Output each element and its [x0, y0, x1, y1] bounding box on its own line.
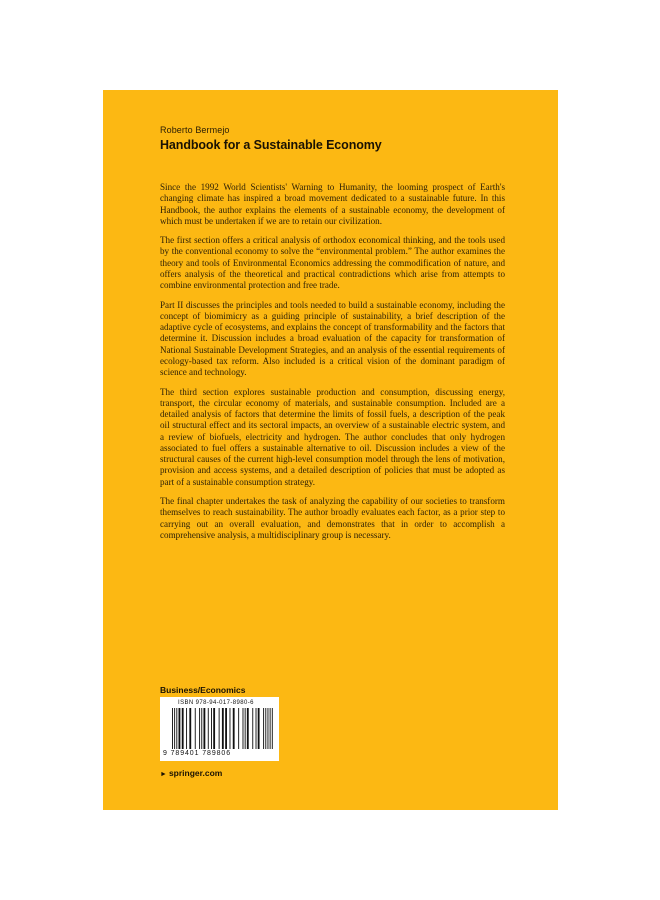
barcode-bar — [272, 708, 273, 749]
barcode-bar — [245, 708, 246, 749]
publisher-website[interactable] — [160, 768, 222, 778]
book-title: Handbook for a Sustainable Economy — [160, 138, 382, 152]
category-label: Business/Economics — [160, 685, 246, 695]
barcode-bar — [247, 708, 249, 749]
barcode-bar — [203, 708, 205, 749]
barcode — [160, 697, 279, 761]
barcode-bar — [238, 708, 239, 749]
barcode-bars — [172, 708, 274, 749]
barcode-bar — [270, 708, 271, 749]
barcode-bar — [172, 708, 173, 749]
barcode-bar — [263, 708, 264, 749]
barcode-bar — [213, 708, 215, 749]
barcode-bar — [211, 708, 212, 749]
author-name: Roberto Bermejo — [160, 125, 230, 135]
barcode-bar — [201, 708, 202, 749]
barcode-bar — [233, 708, 235, 749]
barcode-bar — [219, 708, 220, 749]
website-text: springer.com — [168, 768, 223, 778]
barcode-bar — [195, 708, 196, 749]
barcode-bar — [199, 708, 200, 749]
barcode-bar — [230, 708, 231, 749]
paragraph-first-section: The first section offers a critical analysis of orthodox economical thinking, and the tools used by the conventional economy to solve the “environmental problem.” The author examines the theory and tools of Environmental Economics addressing the commodification of nature, and offers analysis of the theoretical and practical contradictions which arise from attempts to combine environmental protection and free trade. — [160, 235, 505, 291]
paragraph-part-two: Part II discusses the principles and tools needed to build a sustainable economy, including the concept of biomimicry as a guiding principle of sustainability, a brief description of the adaptive cycle of ecosystems, and explains the concept of transformability and the factors that determine it. Discussion includes a broad evaluation of the capacity for transformation of National Sustainable Development Strategies, and an analysis of the essential requirements of ecology-based tax reform. Also included is a critical vision of the dominant paradigm of science and technology. — [160, 299, 505, 378]
barcode-bar — [208, 708, 209, 749]
description-body — [160, 182, 505, 549]
barcode-bar — [174, 708, 175, 749]
barcode-bar — [186, 708, 187, 749]
paragraph-third-section: The third section explores sustainable production and consumption, discussing energy, transport, the circular economy of materials, and sustainable consumption. Included are a detailed analysis of factors that determine the limits of fossil fuels, a description of the peak oil structural effect and its sectoral impacts, an overview of a sustainable electric system, and a review of biofuels, electricity and hydrogen. The author concludes that only hydrogen associated to fuel offers a sustainable alternative to oil. Discussion includes a view of the structural causes of the current high-level consumption model through the lens of motivation, provision and access systems, and a detailed description of policies that must be adopted as part of a sustainable consumption strategy. — [160, 386, 505, 487]
barcode-bar — [267, 708, 268, 749]
barcode-bar — [189, 708, 191, 749]
paragraph-intro: Since the 1992 World Scientists' Warning to Humanity, the looming prospect of Earth's changing climate has inspired a broad movement dedicated to a sustainable future. In this Handbook, the author explains the elements of a sustainable economy, the development of which must be undertaken if we are to retain our civilization. — [160, 182, 505, 226]
barcode-bar — [225, 708, 227, 749]
barcode-bar — [243, 708, 244, 749]
barcode-bar — [182, 708, 184, 749]
barcode-bar — [176, 708, 177, 749]
barcode-bar — [265, 708, 266, 749]
arrow-right-icon: ► — [160, 771, 167, 778]
paragraph-final-chapter: The final chapter undertakes the task of analyzing the capability of our societies to transform themselves to reach sustainability. The author broadly evaluates each factor, as a prior step to carrying out an overall evaluation, and demonstrates that in order to accomplish a comprehensive analysis, a multidisciplinary group is necessary. — [160, 496, 505, 540]
barcode-bar — [258, 708, 260, 749]
book-back-cover — [103, 90, 558, 810]
barcode-bar — [179, 708, 181, 749]
barcode-bar — [256, 708, 257, 749]
ean-digits: 9 789401 789806 — [163, 750, 231, 757]
barcode-bar — [252, 708, 253, 749]
barcode-bar — [222, 708, 224, 749]
isbn-number: ISBN 978-94-017-8980-6 — [178, 700, 254, 706]
